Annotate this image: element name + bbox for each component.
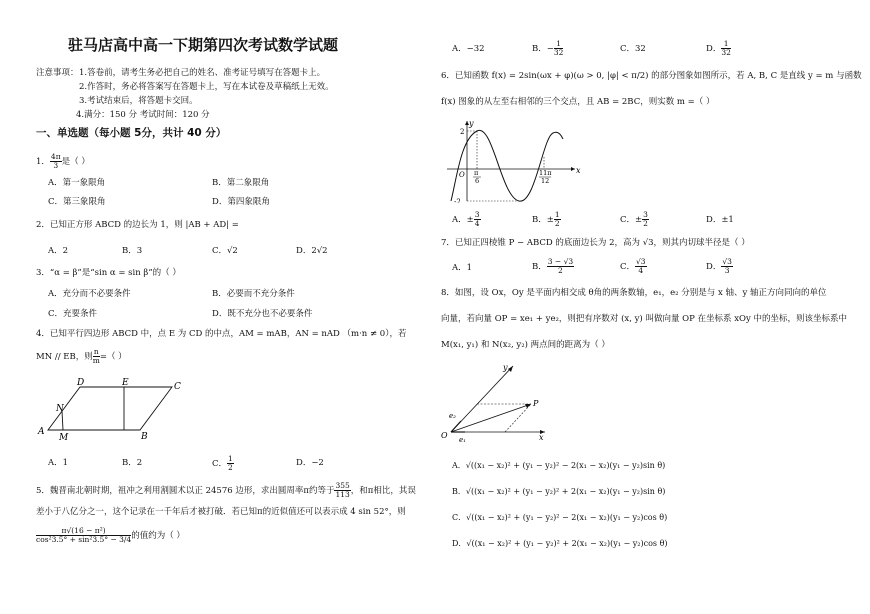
q7-option-c: C． $\frac{√3}{4}$ <box>620 257 646 275</box>
q3-option-d: D．既不充分也不必要条件 <box>212 309 313 319</box>
notice-label: 注意事项： <box>36 68 79 78</box>
q7-option-b: B． $\frac{3 - √3}{2}$ <box>532 257 574 275</box>
label-n: N <box>56 404 64 414</box>
parallelogram-figure <box>36 374 186 446</box>
q7-option-a: A．1 <box>452 263 473 273</box>
q2-option-b: B．3 <box>122 246 143 256</box>
notice-item-1: 1.答卷前，请考生务必把自己的姓名、准考证号填写在答题卡上。 <box>79 68 326 78</box>
notice-item-4: 4.满分：150 分 考试时间：120 分 <box>76 110 210 120</box>
q8-option-b: B．√((x₁ − x₂)² + (y₁ − y₂)² + 2(x₁ − x₂)(y₁ − y₂)sin θ) <box>452 487 666 496</box>
q3-option-a: A．充分而不必要条件 <box>48 289 131 299</box>
q4-option-c: C． $\frac{1}{2}$ <box>212 454 233 472</box>
q7-option-d: D． $\frac{√3}{3}$ <box>706 257 732 275</box>
label-a: A <box>38 427 45 437</box>
q3-option-c: C．充要条件 <box>48 309 98 319</box>
q3-option-b: B．必要而不充分条件 <box>212 289 295 299</box>
label-ox: x <box>539 433 544 442</box>
label-b: B <box>141 432 148 442</box>
q1-option-c: C．第三象限角 <box>48 197 106 207</box>
q6-option-b: B．± $\frac{1}{2}$ <box>532 210 560 228</box>
q1-stem: 1． $\frac{4\pi}{3}$ 是（ ） <box>36 152 90 170</box>
q3-stem: 3．“α = β”是“sin α = sin β”的（ ） <box>36 268 181 278</box>
q5-option-b: B．− $\frac{1}{32}$ <box>532 39 564 57</box>
q5-option-d: D． $\frac{1}{32}$ <box>706 39 731 57</box>
q8-stem-line2: 向量，若向量 OP = xe₁ + ye₂，则把有序数对 (x, y) 叫做向量 OP 在坐标系 xOy 中的坐标，则该坐标系中 <box>441 314 848 324</box>
q5-stem-line3: $\frac{\text{π√(16 − π²)}}{\text{cos²3.5° + sin²3.5° − 3/4}}$ 的值约为（ ） <box>36 526 185 544</box>
label-p: P <box>533 399 539 408</box>
q6-option-a: A．± $\frac{3}{4}$ <box>452 210 480 228</box>
label-c: C <box>174 382 181 392</box>
label-oy: y <box>503 363 508 372</box>
q7-stem: 7．已知正四棱锥 P − ABCD 的底面边长为 2，高为 √3，则其内切球半径是（ ） <box>441 238 750 248</box>
q5-option-a: A．−32 <box>452 44 485 54</box>
label-d: D <box>77 378 85 388</box>
q4-option-a: A．1 <box>48 458 69 468</box>
sine-curve <box>451 130 563 201</box>
q6-option-d: D．±1 <box>706 215 734 225</box>
right-column <box>435 0 860 614</box>
label-x: x <box>576 166 581 175</box>
q6-stem-line2: f(x) 图象的从左至右相邻的三个交点，且 AB = 2BC，则实数 m =（ ） <box>441 97 715 107</box>
q5-option-c: C．32 <box>620 44 646 54</box>
q6-stem-line1: 6．已知函数 f(x) = 2sin(ωx + φ)(ω > 0, |φ| < π/2) 的部分图象如图所示，若 A, B, C 是直线 y = m 与函数 <box>441 71 862 81</box>
label-pi: π <box>474 169 479 177</box>
label-max: 2 <box>460 128 465 136</box>
label-11pi: 11π <box>539 169 552 177</box>
notice-item-3: 3.考试结束后，将答题卡交回。 <box>79 96 198 106</box>
label-e1: e₁ <box>459 436 466 444</box>
q1-option-b: B．第二象限角 <box>212 178 270 188</box>
vector-op <box>451 404 531 432</box>
notice-item-2: 2.作答时，务必将答案写在答题卡上，写在本试卷及草稿纸上无效。 <box>79 82 334 92</box>
q8-stem-line1: 8．如图，设 Ox，Oy 是平面内相交成 θ角的两条数轴，e₁，e₂ 分别是与 x 轴、y 轴正方向同向的单位 <box>441 288 827 298</box>
label-origin: O <box>459 171 465 179</box>
q2-stem: 2．已知正方形 ABCD 的边长为 1，则 |AB + AD| = <box>36 220 239 230</box>
page-title: 驻马店高中高一下期第四次考试数学试题 <box>68 36 339 54</box>
label-6: 6 <box>475 177 480 185</box>
label-m: M <box>59 433 69 443</box>
sine-graph-figure <box>443 117 585 203</box>
parallelogram-abcd <box>48 387 172 430</box>
q4-option-b: B．2 <box>122 458 143 468</box>
q8-stem-line3: M(x₁, y₁) 和 N(x₂, y₂) 两点间的距离为（ ） <box>441 340 610 350</box>
label-y: y <box>469 119 474 128</box>
q4-stem-line1: 4．已知平行四边形 ABCD 中，点 E 为 CD 的中点，AM = mAB，AN = nAD （m·n ≠ 0），若 <box>36 329 407 339</box>
q8-option-a: A．√((x₁ − x₂)² + (y₁ − y₂)² − 2(x₁ − x₂)(y₁ − y₂)sin θ) <box>452 461 666 470</box>
oblique-axes-figure <box>439 362 559 446</box>
left-column <box>0 0 425 614</box>
q4-option-d: D．−2 <box>296 458 324 468</box>
q8-option-c: C．√((x₁ − x₂)² + (y₁ − y₂)² − 2(x₁ − x₂)(y₁ − y₂)cos θ) <box>452 513 668 522</box>
label-e2: e₂ <box>449 412 456 420</box>
label-e: E <box>122 378 129 388</box>
x-axis-arrow <box>571 167 575 171</box>
q6-option-c: C．± $\frac{3}{2}$ <box>620 210 648 228</box>
label-12: 12 <box>541 177 550 185</box>
label-min: -2 <box>454 198 461 203</box>
q1-option-a: A．第一象限角 <box>48 178 106 188</box>
section-heading: 一、单选题（每小题 5分，共计 40 分） <box>36 127 227 139</box>
q2-option-d: D．2√2 <box>296 246 328 256</box>
q8-option-d: D．√((x₁ − x₂)² + (y₁ − y₂)² + 2(x₁ − x₂)(y₁ − y₂)cos θ) <box>452 539 668 548</box>
q4-stem-line2: MN // EB，则 $\frac{n}{m}$ =（ ） <box>36 347 127 365</box>
label-o: O <box>441 431 448 440</box>
q5-stem-line2: 差小于八亿分之一，这个记录在一千年后才被打破．若已知π的近似值还可以表示成 4 sin 52°，则 <box>36 507 406 517</box>
q5-stem-line1: 5．魏晋南北朝时期，祖冲之利用割圆术以正 24576 边形，求出圆周率π约等于 $\frac{355}{113}$ ，和π相比，其误 <box>36 481 416 499</box>
q1-option-d: D．第四象限角 <box>212 197 270 207</box>
q2-option-a: A．2 <box>48 246 69 256</box>
q2-option-c: C．√2 <box>212 246 238 256</box>
